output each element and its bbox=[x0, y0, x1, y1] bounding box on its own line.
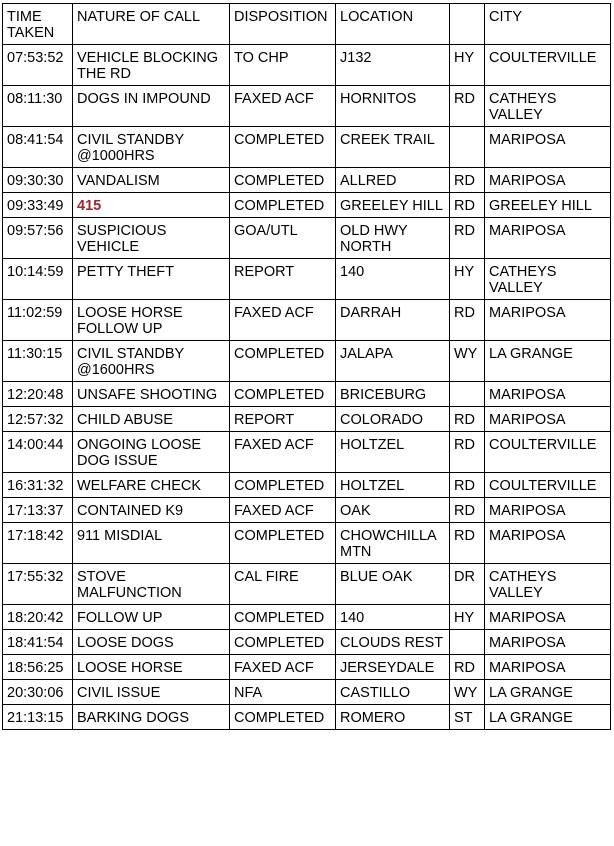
nature-of-call-cell: CIVIL STANDBY @1600HRS bbox=[73, 341, 230, 382]
disposition-cell: FAXED ACF bbox=[230, 300, 336, 341]
time-taken-cell: 17:18:42 bbox=[3, 523, 73, 564]
street-type-cell: RD bbox=[450, 86, 485, 127]
time-taken-cell: 20:30:06 bbox=[3, 680, 73, 705]
table-row bbox=[3, 605, 611, 630]
nature-of-call-cell: DOGS IN IMPOUND bbox=[73, 86, 230, 127]
city-cell: MARIPOSA bbox=[485, 127, 611, 168]
nature-of-call-cell: UNSAFE SHOOTING bbox=[73, 382, 230, 407]
location-cell: BLUE OAK bbox=[336, 564, 450, 605]
nature-of-call-cell: VEHICLE BLOCKING THE RD bbox=[73, 45, 230, 86]
location-cell: ALLRED bbox=[336, 168, 450, 193]
time-taken-cell: 17:13:37 bbox=[3, 498, 73, 523]
time-taken-cell: 12:57:32 bbox=[3, 407, 73, 432]
nature-of-call-cell: CIVIL STANDBY @1000HRS bbox=[73, 127, 230, 168]
time-taken-cell: 11:30:15 bbox=[3, 341, 73, 382]
location-cell: CHOWCHILLA MTN bbox=[336, 523, 450, 564]
city-cell: MARIPOSA bbox=[485, 407, 611, 432]
location-cell: DARRAH bbox=[336, 300, 450, 341]
table-row bbox=[3, 655, 611, 680]
table-row bbox=[3, 45, 611, 86]
location-cell: J132 bbox=[336, 45, 450, 86]
disposition-cell: COMPLETED bbox=[230, 168, 336, 193]
disposition-cell: FAXED ACF bbox=[230, 655, 336, 680]
time-taken-cell: 11:02:59 bbox=[3, 300, 73, 341]
table-row bbox=[3, 630, 611, 655]
nature-of-call-cell: WELFARE CHECK bbox=[73, 473, 230, 498]
street-type-cell: RD bbox=[450, 168, 485, 193]
time-taken-cell: 12:20:48 bbox=[3, 382, 73, 407]
city-cell: COULTERVILLE bbox=[485, 45, 611, 86]
time-taken-cell: 07:53:52 bbox=[3, 45, 73, 86]
city-cell: MARIPOSA bbox=[485, 523, 611, 564]
time-taken-cell: 18:56:25 bbox=[3, 655, 73, 680]
header-time-taken: TIME TAKEN bbox=[3, 4, 73, 45]
table-row bbox=[3, 341, 611, 382]
nature-of-call-cell: PETTY THEFT bbox=[73, 259, 230, 300]
nature-of-call-cell: SUSPICIOUS VEHICLE bbox=[73, 218, 230, 259]
nature-of-call-cell: VANDALISM bbox=[73, 168, 230, 193]
table-row bbox=[3, 218, 611, 259]
header-row bbox=[3, 4, 611, 45]
city-cell: MARIPOSA bbox=[485, 382, 611, 407]
table-row bbox=[3, 680, 611, 705]
city-cell: COULTERVILLE bbox=[485, 473, 611, 498]
nature-of-call-cell: FOLLOW UP bbox=[73, 605, 230, 630]
location-cell: HORNITOS bbox=[336, 86, 450, 127]
street-type-cell: RD bbox=[450, 300, 485, 341]
disposition-cell: CAL FIRE bbox=[230, 564, 336, 605]
nature-of-call-cell: CONTAINED K9 bbox=[73, 498, 230, 523]
table-row bbox=[3, 168, 611, 193]
header-location: LOCATION bbox=[336, 4, 450, 45]
city-cell: LA GRANGE bbox=[485, 705, 611, 730]
disposition-cell: REPORT bbox=[230, 407, 336, 432]
city-cell: MARIPOSA bbox=[485, 605, 611, 630]
header-street-type bbox=[450, 4, 485, 45]
disposition-cell: COMPLETED bbox=[230, 523, 336, 564]
location-cell: COLORADO bbox=[336, 407, 450, 432]
table-row bbox=[3, 193, 611, 218]
location-cell: GREELEY HILL bbox=[336, 193, 450, 218]
city-cell: MARIPOSA bbox=[485, 655, 611, 680]
nature-of-call-cell: LOOSE DOGS bbox=[73, 630, 230, 655]
street-type-cell: RD bbox=[450, 432, 485, 473]
city-cell: COULTERVILLE bbox=[485, 432, 611, 473]
time-taken-cell: 08:11:30 bbox=[3, 86, 73, 127]
nature-of-call-cell: LOOSE HORSE bbox=[73, 655, 230, 680]
location-cell: HOLTZEL bbox=[336, 432, 450, 473]
nature-of-call-cell: 415 bbox=[73, 193, 230, 218]
time-taken-cell: 18:41:54 bbox=[3, 630, 73, 655]
street-type-cell bbox=[450, 127, 485, 168]
table-row bbox=[3, 300, 611, 341]
city-cell: MARIPOSA bbox=[485, 300, 611, 341]
nature-of-call-cell: STOVE MALFUNCTION bbox=[73, 564, 230, 605]
table-row bbox=[3, 127, 611, 168]
disposition-cell: GOA/UTL bbox=[230, 218, 336, 259]
disposition-cell: COMPLETED bbox=[230, 605, 336, 630]
nature-of-call-cell: BARKING DOGS bbox=[73, 705, 230, 730]
table-row bbox=[3, 705, 611, 730]
location-cell: JERSEYDALE bbox=[336, 655, 450, 680]
street-type-cell: RD bbox=[450, 523, 485, 564]
street-type-cell: RD bbox=[450, 407, 485, 432]
time-taken-cell: 16:31:32 bbox=[3, 473, 73, 498]
location-cell: 140 bbox=[336, 605, 450, 630]
street-type-cell: RD bbox=[450, 498, 485, 523]
nature-of-call-cell: 911 MISDIAL bbox=[73, 523, 230, 564]
table-row bbox=[3, 382, 611, 407]
location-cell: ROMERO bbox=[336, 705, 450, 730]
time-taken-cell: 21:13:15 bbox=[3, 705, 73, 730]
disposition-cell: FAXED ACF bbox=[230, 432, 336, 473]
disposition-cell: COMPLETED bbox=[230, 473, 336, 498]
header-disposition: DISPOSITION bbox=[230, 4, 336, 45]
city-cell: LA GRANGE bbox=[485, 680, 611, 705]
nature-of-call-cell: CHILD ABUSE bbox=[73, 407, 230, 432]
street-type-cell: HY bbox=[450, 605, 485, 630]
location-cell: CREEK TRAIL bbox=[336, 127, 450, 168]
disposition-cell: TO CHP bbox=[230, 45, 336, 86]
street-type-cell: RD bbox=[450, 655, 485, 680]
city-cell: MARIPOSA bbox=[485, 168, 611, 193]
nature-of-call-cell: CIVIL ISSUE bbox=[73, 680, 230, 705]
time-taken-cell: 08:41:54 bbox=[3, 127, 73, 168]
street-type-cell bbox=[450, 630, 485, 655]
nature-of-call-cell: ONGOING LOOSE DOG ISSUE bbox=[73, 432, 230, 473]
table-row bbox=[3, 523, 611, 564]
location-cell: 140 bbox=[336, 259, 450, 300]
table-row bbox=[3, 259, 611, 300]
time-taken-cell: 09:33:49 bbox=[3, 193, 73, 218]
table-row bbox=[3, 407, 611, 432]
table-row bbox=[3, 498, 611, 523]
location-cell: JALAPA bbox=[336, 341, 450, 382]
location-cell: CLOUDS REST bbox=[336, 630, 450, 655]
call-log-table bbox=[2, 3, 611, 730]
street-type-cell: RD bbox=[450, 193, 485, 218]
street-type-cell: RD bbox=[450, 473, 485, 498]
header-nature-of-call: NATURE OF CALL bbox=[73, 4, 230, 45]
disposition-cell: COMPLETED bbox=[230, 127, 336, 168]
city-cell: LA GRANGE bbox=[485, 341, 611, 382]
street-type-cell bbox=[450, 382, 485, 407]
location-cell: BRICEBURG bbox=[336, 382, 450, 407]
nature-of-call-cell: LOOSE HORSE FOLLOW UP bbox=[73, 300, 230, 341]
city-cell: MARIPOSA bbox=[485, 218, 611, 259]
city-cell: GREELEY HILL bbox=[485, 193, 611, 218]
street-type-cell: HY bbox=[450, 259, 485, 300]
disposition-cell: COMPLETED bbox=[230, 705, 336, 730]
location-cell: OLD HWY NORTH bbox=[336, 218, 450, 259]
city-cell: CATHEYS VALLEY bbox=[485, 564, 611, 605]
disposition-cell: FAXED ACF bbox=[230, 498, 336, 523]
disposition-cell: COMPLETED bbox=[230, 630, 336, 655]
city-cell: MARIPOSA bbox=[485, 498, 611, 523]
disposition-cell: NFA bbox=[230, 680, 336, 705]
disposition-cell: COMPLETED bbox=[230, 193, 336, 218]
table-row bbox=[3, 564, 611, 605]
street-type-cell: RD bbox=[450, 218, 485, 259]
time-taken-cell: 09:57:56 bbox=[3, 218, 73, 259]
city-cell: CATHEYS VALLEY bbox=[485, 86, 611, 127]
city-cell: MARIPOSA bbox=[485, 630, 611, 655]
street-type-cell: HY bbox=[450, 45, 485, 86]
time-taken-cell: 18:20:42 bbox=[3, 605, 73, 630]
time-taken-cell: 10:14:59 bbox=[3, 259, 73, 300]
location-cell: HOLTZEL bbox=[336, 473, 450, 498]
table-row bbox=[3, 432, 611, 473]
street-type-cell: WY bbox=[450, 680, 485, 705]
street-type-cell: WY bbox=[450, 341, 485, 382]
table-row bbox=[3, 86, 611, 127]
time-taken-cell: 17:55:32 bbox=[3, 564, 73, 605]
time-taken-cell: 09:30:30 bbox=[3, 168, 73, 193]
disposition-cell: FAXED ACF bbox=[230, 86, 336, 127]
disposition-cell: COMPLETED bbox=[230, 341, 336, 382]
location-cell: CASTILLO bbox=[336, 680, 450, 705]
table-row bbox=[3, 473, 611, 498]
disposition-cell: REPORT bbox=[230, 259, 336, 300]
street-type-cell: ST bbox=[450, 705, 485, 730]
header-city: CITY bbox=[485, 4, 611, 45]
street-type-cell: DR bbox=[450, 564, 485, 605]
time-taken-cell: 14:00:44 bbox=[3, 432, 73, 473]
location-cell: OAK bbox=[336, 498, 450, 523]
disposition-cell: COMPLETED bbox=[230, 382, 336, 407]
city-cell: CATHEYS VALLEY bbox=[485, 259, 611, 300]
